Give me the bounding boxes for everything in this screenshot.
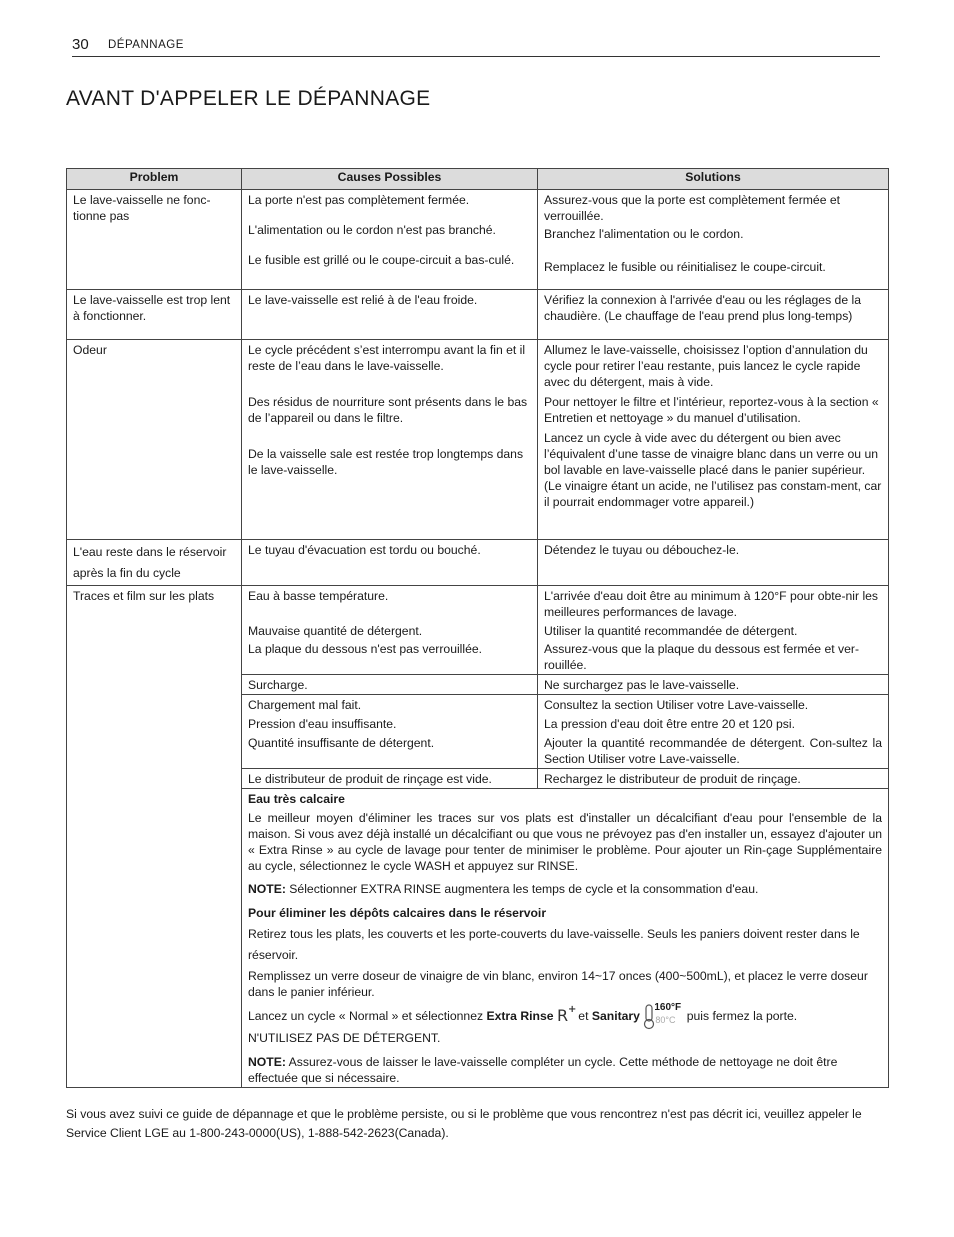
cause-text: De la vaisselle sale est restée trop longtemps dans le lave-vaisselle. — [248, 447, 524, 477]
note-label: NOTE: — [248, 882, 286, 896]
problem-text: Le lave-vaisselle est trop lent à fonctionner. — [73, 293, 231, 323]
problem-cell — [67, 340, 242, 540]
cause-text: Eau à basse température. — [248, 589, 389, 603]
hard-water-heading: Eau très calcaire — [248, 792, 345, 806]
cause-text: Le cycle précédent s’est interrompu avant la fin et il reste de l’eau dans le lave-vaisselle. — [248, 343, 526, 373]
cause-text: L'alimentation ou le cordon n'est pas branché. — [248, 223, 496, 237]
solutions-cell — [538, 290, 889, 340]
table-header-row — [67, 169, 889, 190]
causes-cell — [242, 586, 538, 675]
problem-cell — [67, 540, 242, 586]
problem-cell — [67, 586, 242, 1088]
problem-text: Le lave-vaisselle ne fonc-tionne pas — [73, 193, 211, 223]
page-header — [72, 36, 880, 57]
solution-text: Assurez-vous que la porte est complètement fermée et verrouillée. — [544, 193, 841, 223]
cause-text: Chargement mal fait. — [248, 698, 362, 712]
solution-text: Remplacez le fusible ou réinitialisez le coupe-circuit. — [544, 260, 826, 274]
table-row — [67, 340, 889, 540]
column-header-problem: Problem — [67, 169, 242, 190]
solution-text: Branchez l'alimentation ou le cordon. — [544, 227, 744, 241]
problem-cell — [67, 290, 242, 340]
cause-text: Mauvaise quantité de détergent. — [248, 624, 423, 638]
table-row — [67, 586, 889, 675]
solution-text: Consultez la section Utiliser votre Lave-vaisselle. — [544, 698, 809, 712]
descaling-step-2: Remplissez un verre doseur de vinaigre de vin blanc, environ 14~17 onces (400~500mL), et placez le verre doseur dans le panier inférieur. — [248, 969, 868, 999]
causes-cell — [242, 540, 538, 586]
extra-rinse-label: Extra Rinse — [486, 1009, 554, 1024]
note-text: Sélectionner EXTRA RINSE augmentera les temps de cycle et la consommation d'eau. — [285, 882, 759, 896]
solutions-cell — [538, 540, 889, 586]
hard-water-cell — [242, 789, 889, 1088]
causes-cell — [242, 675, 538, 695]
descaling-heading: Pour éliminer les dépôts calcaires dans le réservoir — [248, 906, 547, 920]
causes-cell — [242, 190, 538, 290]
solution-text: Lancez un cycle à vide avec du détergent ou bien avec l’équivalent d’une tasse de vinaigre blanc dans un verre ou un bol lavable en lave-vaisselle placé dans le panier supérieur. — [544, 431, 879, 477]
cause-text: Le tuyau d'évacuation est tordu ou bouché. — [248, 543, 481, 557]
cause-text: Le distributeur de produit de rinçage est vide. — [248, 772, 492, 786]
cause-text: Quantité insuffisante de détergent. — [248, 736, 435, 750]
sanitary-temp-c: 80°C — [655, 1015, 676, 1025]
problem-cell — [67, 190, 242, 290]
solution-text: Allumez le lave-vaisselle, choisissez l’option d’annulation du cycle pour retirer l’eau restante, puis lancez le cycle rapide avec du détergent, mais à vide. — [544, 343, 868, 389]
solution-text: (Le vinaigre étant un acide, ne l’utilisez pas constam-ment, car il pourrait endommager votre appareil.) — [544, 479, 882, 509]
problem-text: Odeur — [73, 343, 107, 357]
page-title: AVANT D'APPELER LE DÉPANNAGE — [66, 87, 431, 110]
causes-cell — [242, 695, 538, 769]
svg-text:R: R — [556, 1006, 569, 1025]
solutions-cell — [538, 190, 889, 290]
cause-text: Des résidus de nourriture sont présents dans le bas de l’appareil ou dans le filtre. — [248, 395, 528, 425]
step-text-post: puis fermez la porte. — [683, 1009, 798, 1024]
solution-text: Utiliser la quantité recommandée de détergent. — [544, 624, 798, 638]
solution-text: L'arrivée d'eau doit être au minimum à 120°F pour obte-nir les meilleures performances de lavage. — [544, 589, 879, 619]
cause-text: La porte n'est pas complètement fermée. — [248, 193, 470, 207]
solution-text: Pour nettoyer le filtre et l’intérieur, reportez-vous à la section « Entretien et nettoyage » du manuel d’utilisation. — [544, 395, 879, 425]
section-name: DÉPANNAGE — [108, 39, 184, 51]
solutions-cell — [538, 675, 889, 695]
sanitary-label: Sanitary — [591, 1009, 640, 1024]
column-header-causes: Causes Possibles — [242, 169, 538, 190]
column-header-solutions: Solutions — [538, 169, 889, 190]
causes-cell — [242, 340, 538, 540]
solution-text: La pression d'eau doit être entre 20 et 120 psi. — [544, 717, 795, 731]
table-row — [67, 190, 889, 290]
cause-text: Le fusible est grillé ou le coupe-circuit a bas-culé. — [248, 253, 515, 267]
note-paragraph — [248, 881, 882, 897]
troubleshooting-table — [66, 168, 889, 1088]
note-paragraph — [248, 1054, 882, 1086]
problem-text: Traces et film sur les plats — [73, 589, 215, 603]
solutions-cell — [538, 340, 889, 540]
causes-cell — [242, 769, 538, 789]
step-text-pre: Lancez un cycle « Normal » et sélectionnez — [248, 1009, 487, 1024]
solution-text: Ne surchargez pas le lave-vaisselle. — [544, 678, 740, 692]
cause-text: Le lave-vaisselle est relié à de l'eau froide. — [248, 293, 478, 307]
solution-text: Assurez-vous que la plaque du dessous est fermée et ver-rouillée. — [544, 642, 860, 672]
hard-water-text: Le meilleur moyen d'éliminer les traces sur vos plats est d'installer un décalcifiant d'eau pour l'ensemble de la maison. Si vous avez déjà installé un décalcifiant ou que vous ne prévoyez pas d'en installer un, essayez d'ajouter un « Extra Rinse » au cycle de lavage pour tenter de minimiser le problème. Pour ajouter un Rin-çage Supplémentaire au cycle, sélectionnez le cycle WASH et appuyez sur RINSE. — [248, 811, 882, 873]
sanitary-temp-f: 160°F — [654, 1002, 682, 1013]
descaling-step-3 — [248, 1004, 882, 1030]
no-detergent-warning: N'UTILISEZ PAS DE DÉTERGENT. — [248, 1031, 441, 1045]
solutions-cell — [538, 769, 889, 789]
solution-text: Détendez le tuyau ou débouchez-le. — [544, 543, 740, 557]
page-number: 30 — [72, 36, 89, 53]
thermometer-icon — [643, 1004, 683, 1030]
causes-cell — [242, 290, 538, 340]
footer-text: Si vous avez suivi ce guide de dépannage et que le problème persiste, ou si le problème que vous rencontrez n'est pas décrit ici, veuillez appeler le Service Client LGE au 1-800-243-0000(US), 1-888-542-2623(Canada). — [66, 1107, 862, 1140]
cause-text: Surcharge. — [248, 678, 308, 692]
table-row — [67, 290, 889, 340]
table-row — [67, 540, 889, 586]
problem-text: L'eau reste dans le réservoir après la fin du cycle — [73, 545, 227, 580]
note-text: Assurez-vous de laisser le lave-vaisselle compléter un cycle. Cette méthode de nettoyage ne doit être effectuée que si nécessaire. — [248, 1055, 838, 1085]
cause-text: Pression d'eau insuffisante. — [248, 717, 397, 731]
step-text-mid: et — [574, 1009, 592, 1024]
svg-text:+: + — [567, 1004, 577, 1015]
note-label: NOTE: — [248, 1055, 286, 1069]
solution-text: Ajouter la quantité recommandée de détergent. Con-sultez la Section Utiliser votre Lave-vaisselle. — [544, 736, 882, 766]
solution-text: Vérifiez la connexion à l'arrivée d'eau ou les réglages de la chaudière. (Le chauffage de l'eau prend plus long-temps) — [544, 293, 861, 323]
extra-rinse-icon — [557, 1004, 575, 1030]
descaling-step-1: Retirez tous les plats, les couverts et les porte-couverts du lave-vaisselle. Seuls les paniers doivent rester dans le réservoir. — [248, 927, 860, 962]
solutions-cell — [538, 695, 889, 769]
cause-text: La plaque du dessous n'est pas verrouillée. — [248, 642, 483, 656]
solutions-cell — [538, 586, 889, 675]
solution-text: Rechargez le distributeur de produit de rinçage. — [544, 772, 801, 786]
